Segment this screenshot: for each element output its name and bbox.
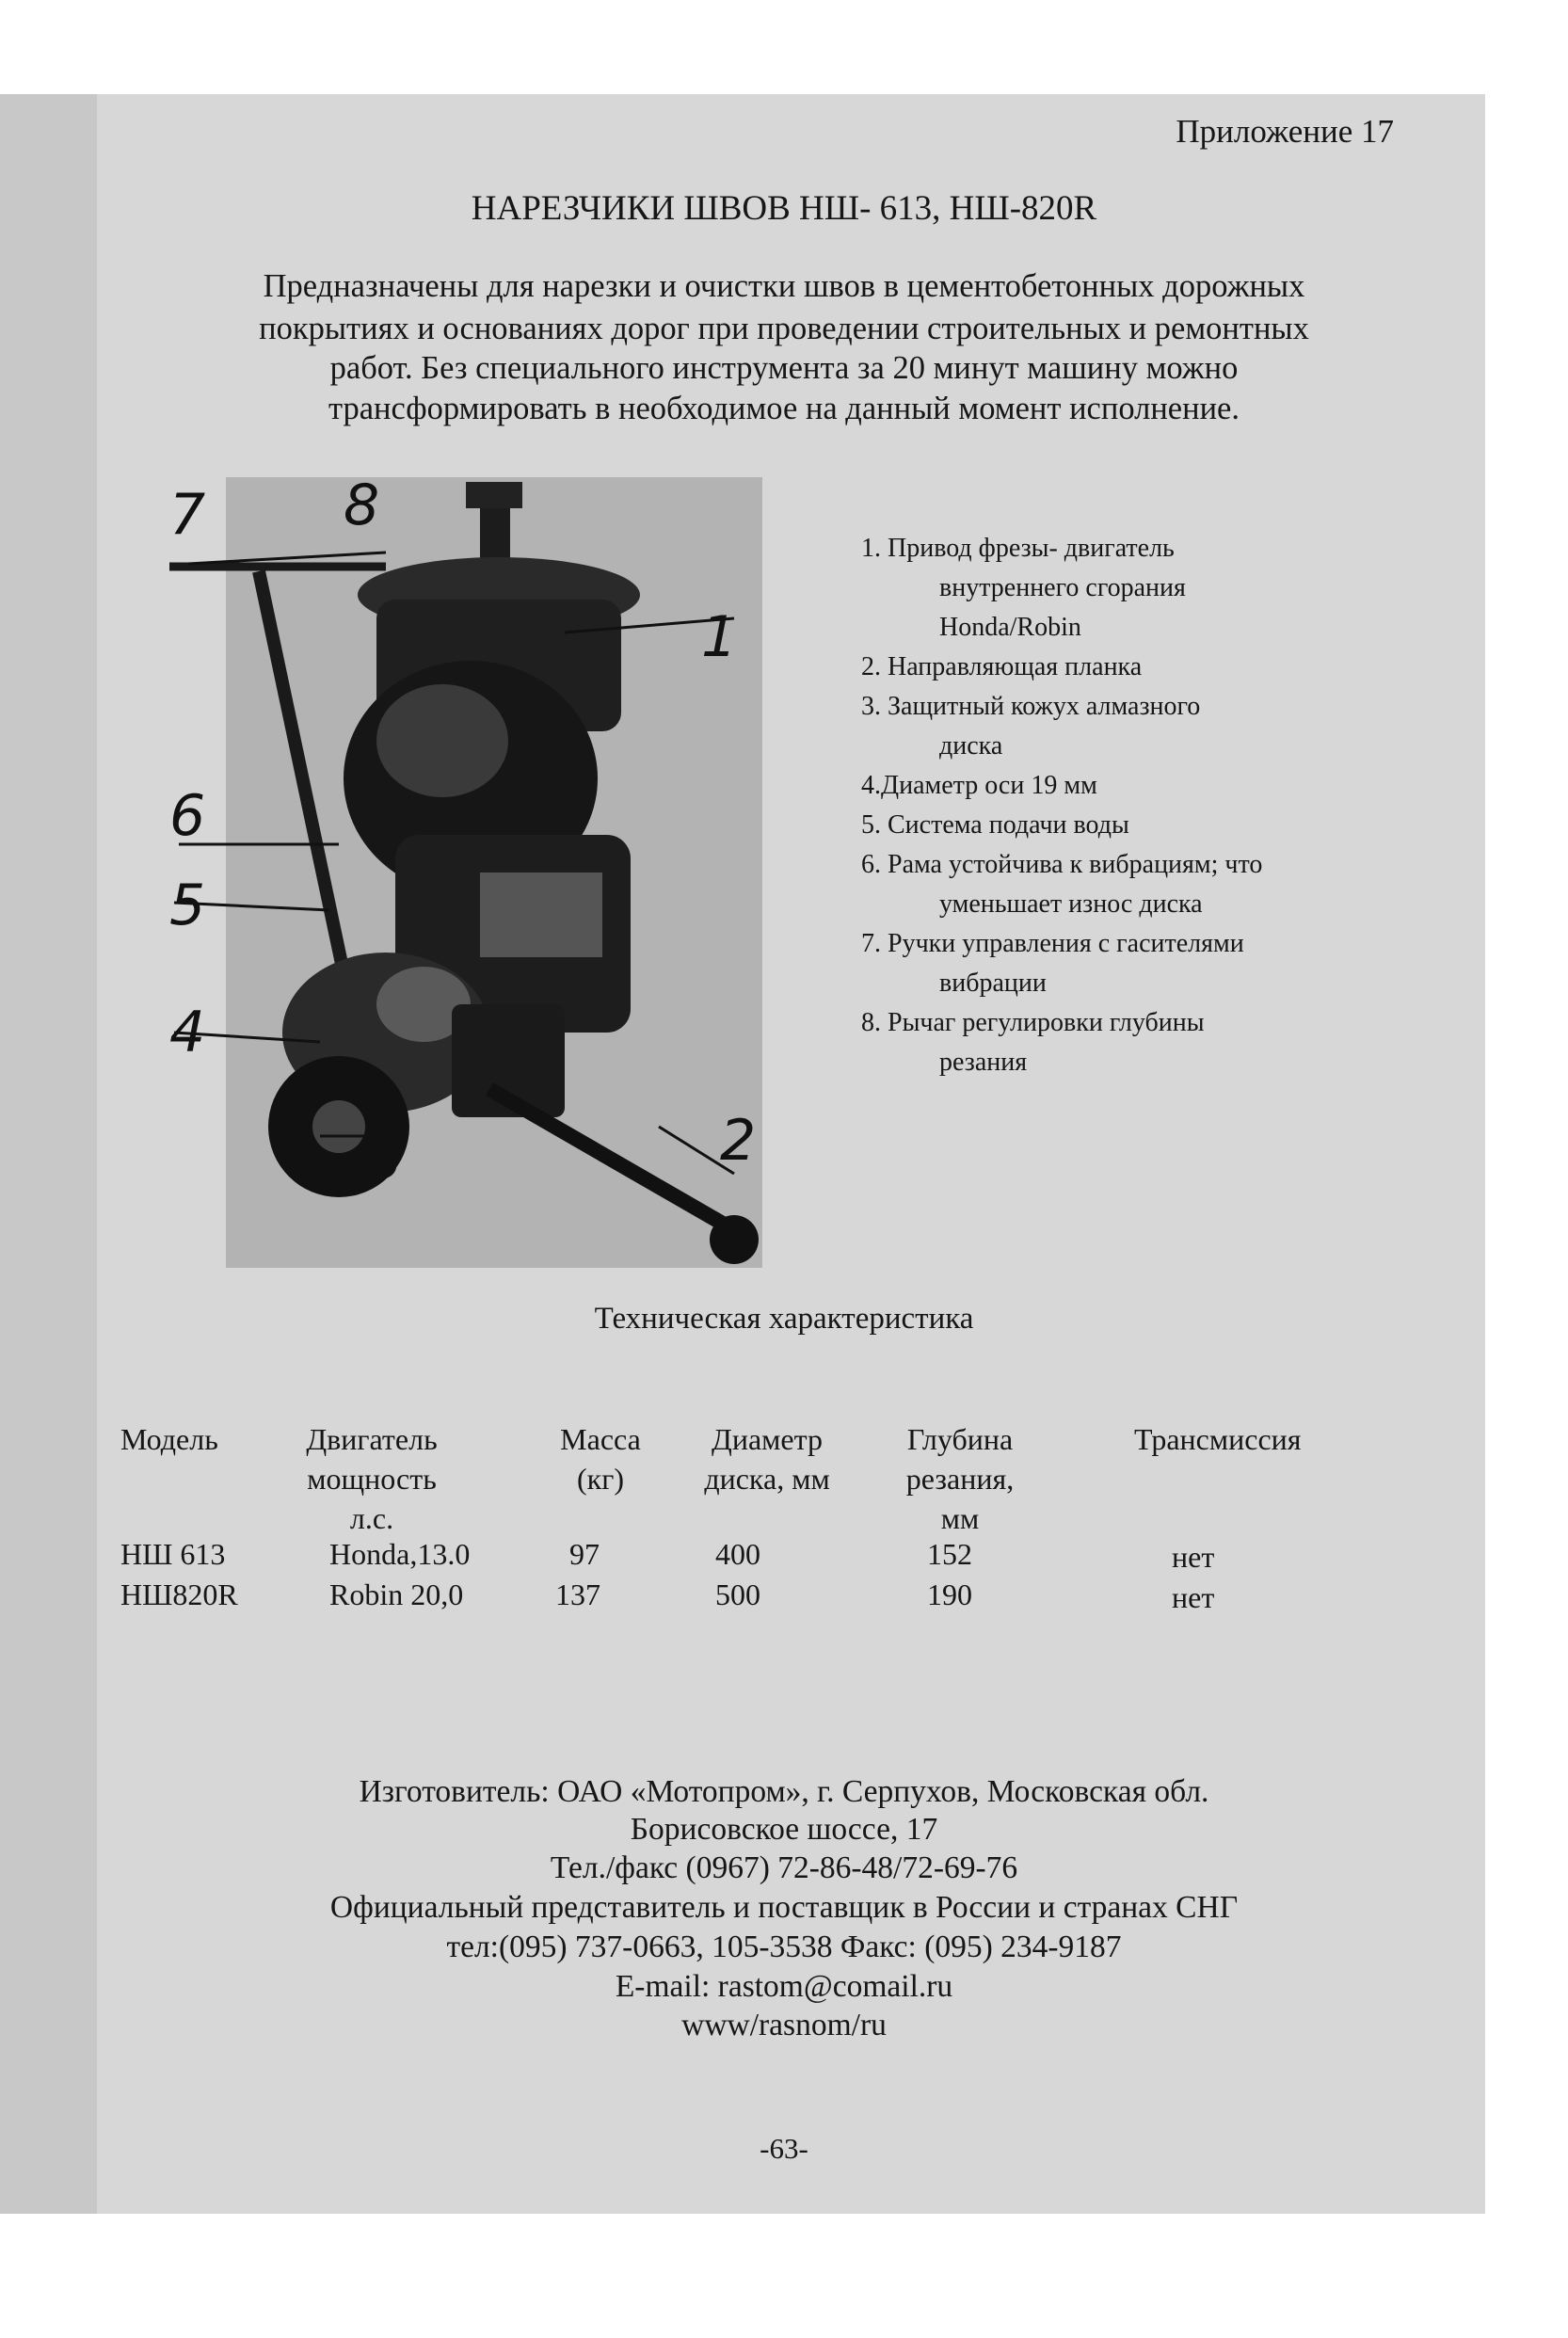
legend-item-1-cont: внутреннего сгорания	[939, 573, 1186, 602]
cell-diameter: 500	[715, 1577, 760, 1611]
legend-item-6: 6. Рама устойчива к вибрациям; что	[861, 850, 1263, 879]
legend-item-8-cont: резания	[939, 1048, 1028, 1077]
legend-item-7-cont: вибрации	[939, 969, 1047, 998]
intro-line: Предназначены для нарезки и очистки швов в цементобетонных дорожных	[263, 268, 1305, 304]
cell-model: НШ 613	[120, 1537, 226, 1571]
callout-4: 4	[169, 1000, 206, 1065]
intro-line: покрытиях и основаниях дорог при проведении строительных и ремонтных	[259, 311, 1309, 346]
legend-item-8: 8. Рычаг регулировки глубины	[861, 1008, 1205, 1037]
cell-depth: 152	[927, 1537, 972, 1571]
website-line: www/rasnom/ru	[681, 2008, 887, 2042]
cell-mass: 137	[555, 1577, 600, 1611]
cell-engine: Honda,13.0	[329, 1537, 471, 1571]
appendix-label: Приложение 17	[1176, 113, 1394, 150]
legend-item-5: 5. Система подачи воды	[861, 810, 1129, 840]
legend-item-6-cont: уменьшает износ диска	[939, 889, 1203, 919]
email-line: E-mail: rastom@comail.ru	[615, 1969, 953, 2004]
phone-fax-line: Тел./факс (0967) 72-86-48/72-69-76	[550, 1850, 1018, 1885]
cell-model: НШ820R	[120, 1577, 238, 1611]
callout-7: 7	[169, 482, 206, 548]
header-model: Модель	[120, 1422, 218, 1456]
header-engine-line: л.с.	[349, 1501, 394, 1535]
header-mass-line: (кг)	[577, 1462, 624, 1496]
header-engine-line: мощность	[307, 1462, 437, 1496]
header-depth-line: резания,	[905, 1462, 1015, 1496]
cell-diameter: 400	[715, 1537, 760, 1571]
legend-item-4: 4.Диаметр оси 19 мм	[861, 771, 1097, 800]
page-title: НАРЕЗЧИКИ ШВОВ НШ- 613, НШ-820R	[471, 189, 1097, 228]
machine-photo	[169, 477, 762, 1268]
header-depth	[885, 1419, 1035, 1538]
representative-phone-line: тел:(095) 737-0663, 105-3538 Факс: (095) 234-9187	[446, 1930, 1122, 1964]
legend-item-3: 3. Защитный кожух алмазного	[861, 692, 1201, 721]
intro-line: работ. Без специального инструмента за 20 минут машину можно	[329, 350, 1239, 386]
intro-line: трансформировать в необходимое на данный момент исполнение.	[328, 391, 1240, 426]
address-line: Борисовское шоссе, 17	[630, 1812, 938, 1847]
legend-item-7: 7. Ручки управления с гасителями	[861, 929, 1244, 958]
legend-item-3-cont: диска	[939, 731, 1003, 761]
callout-8: 8	[344, 477, 380, 538]
cell-depth: 190	[927, 1577, 972, 1611]
cell-engine: Robin 20,0	[329, 1577, 464, 1611]
header-diameter-line: диска, мм	[704, 1462, 830, 1496]
manufacturer-line: Изготовитель: ОАО «Мотопром», г. Серпухов, Московская обл.	[359, 1774, 1209, 1809]
header-diameter	[678, 1419, 856, 1498]
callout-1: 1	[701, 604, 738, 670]
cell-mass: 97	[569, 1537, 600, 1571]
header-engine	[273, 1419, 471, 1538]
representative-line: Официальный представитель и поставщик в России и странах СНГ	[329, 1890, 1239, 1925]
legend-item-2: 2. Направляющая планка	[861, 652, 1143, 681]
callout-5: 5	[169, 873, 206, 938]
callout-3: 3	[367, 1127, 404, 1193]
header-mass-line: Масса	[560, 1422, 641, 1456]
page-number: -63-	[760, 2132, 808, 2165]
header-depth-line: мм	[940, 1501, 980, 1535]
callout-6: 6	[169, 783, 206, 849]
legend-item-1: 1. Привод фрезы- двигатель	[861, 534, 1175, 563]
header-transmission: Трансмиссия	[1134, 1422, 1302, 1456]
header-diameter-line: Диаметр	[712, 1422, 823, 1456]
callout-2: 2	[720, 1108, 757, 1174]
cell-transmission: нет	[1172, 1540, 1215, 1574]
header-mass	[544, 1419, 657, 1498]
spec-title: Техническая характеристика	[594, 1302, 974, 1336]
header-engine-line: Двигатель	[306, 1422, 438, 1456]
legend-item-1-cont: Honda/Robin	[939, 613, 1081, 642]
header-depth-line: Глубина	[906, 1422, 1014, 1456]
cell-transmission: нет	[1172, 1580, 1215, 1614]
